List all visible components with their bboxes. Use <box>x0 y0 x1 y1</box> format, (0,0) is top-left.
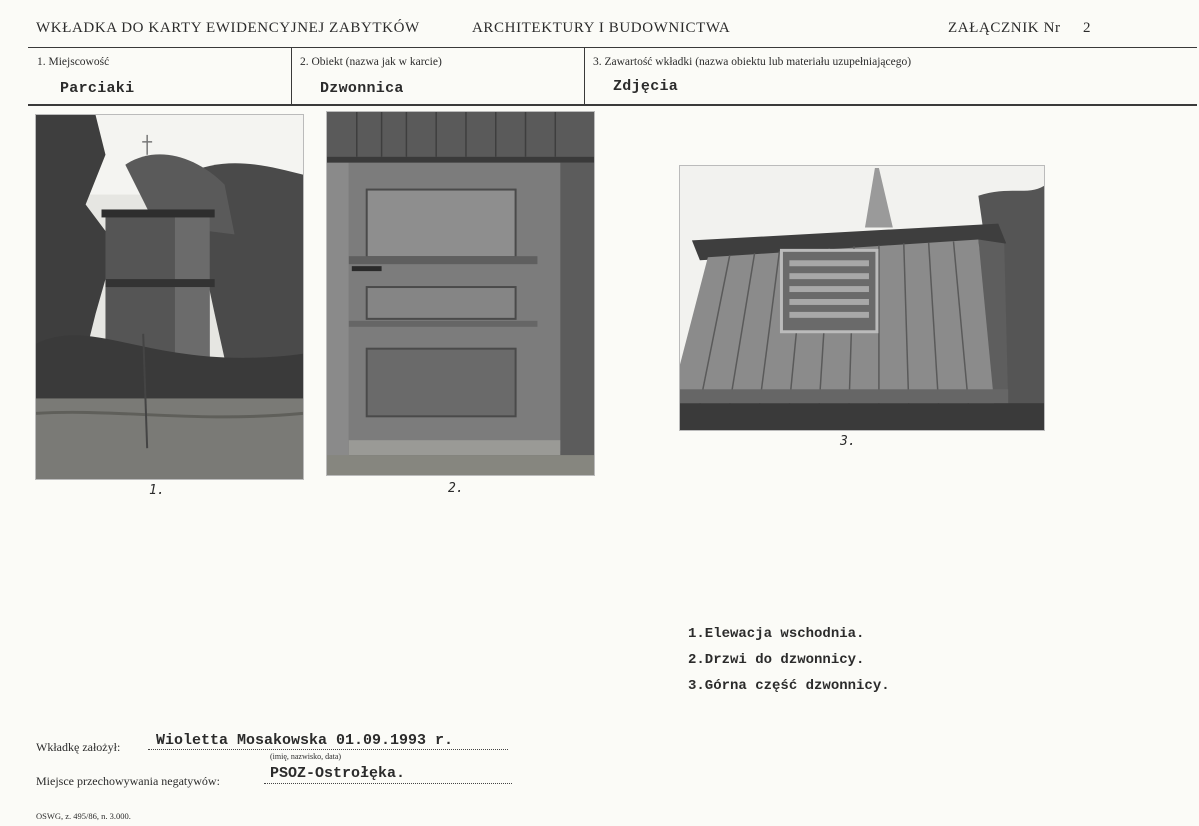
storage-label: Miejsce przechowywania negatywów: <box>36 774 220 788</box>
created-by-hint: (imię, nazwisko, data) <box>270 752 342 761</box>
description-line-1: 1.Elewacja wschodnia. <box>688 626 865 642</box>
photo-number-3: 3. <box>840 434 856 449</box>
attachment-number: 2 <box>1083 20 1091 36</box>
document-title: WKŁADKA DO KARTY EWIDENCYJNEJ ZABYTKÓW <box>36 20 420 36</box>
photo-belfry-top <box>679 165 1045 431</box>
locality-value: Parciaki <box>60 80 135 97</box>
document-subtitle: ARCHITEKTURY I BUDOWNICTWA <box>472 20 731 36</box>
description-line-3: 3.Górna część dzwonnicy. <box>688 678 890 694</box>
created-by-label: Wkładkę założył: <box>36 740 121 754</box>
field-divider-1 <box>291 48 292 105</box>
photo-number-2: 2. <box>448 481 464 496</box>
created-by-value: Wioletta Mosakowska 01.09.1993 r. <box>156 732 454 749</box>
object-value: Dzwonnica <box>320 80 404 97</box>
contents-label: 3. Zawartość wkładki (nazwa obiektu lub materiału uzupełniającego) <box>593 56 912 68</box>
photo-number-1: 1. <box>149 483 165 498</box>
locality-label: 1. Miejscowość <box>37 56 110 68</box>
header-rule-bottom <box>28 104 1197 106</box>
object-label: 2. Obiekt (nazwa jak w karcie) <box>300 56 442 68</box>
description-line-2: 2.Drzwi do dzwonnicy. <box>688 652 865 668</box>
storage-value: PSOZ-Ostrołęka. <box>270 765 406 782</box>
photo-east-elevation <box>35 114 304 480</box>
contents-value: Zdjęcia <box>613 78 679 95</box>
print-code: OSWG, z. 495/86, n. 3.000. <box>36 811 131 821</box>
photo-door <box>326 111 595 476</box>
created-by-line <box>148 749 508 750</box>
storage-line <box>264 783 512 784</box>
attachment-label: ZAŁĄCZNIK Nr <box>948 20 1061 36</box>
field-divider-2 <box>584 48 585 105</box>
header-rule-top <box>28 47 1197 48</box>
